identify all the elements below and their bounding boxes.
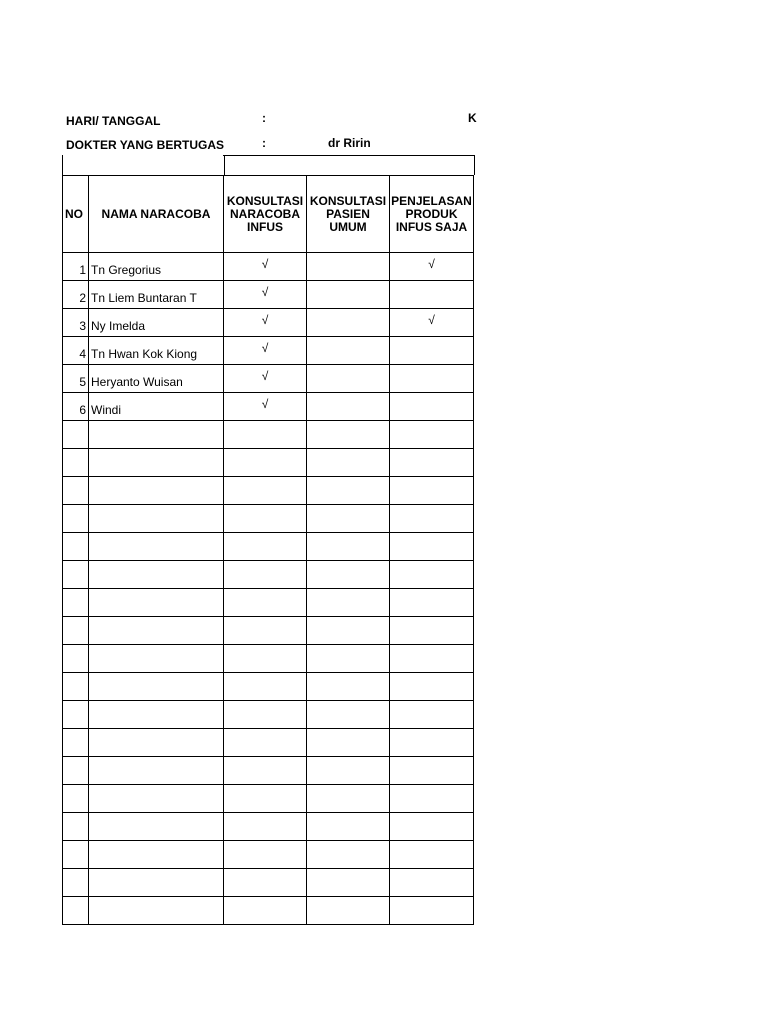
row-no[interactable] [63, 589, 89, 617]
row-konsultasi-pasien[interactable] [307, 533, 390, 561]
row-konsultasi-pasien[interactable] [307, 393, 390, 421]
row-konsultasi-pasien[interactable] [307, 337, 390, 365]
row-konsultasi-naracoba[interactable] [224, 785, 307, 813]
row-name[interactable] [89, 785, 224, 813]
row-penjelasan-produk[interactable] [390, 897, 474, 925]
row-no[interactable] [63, 533, 89, 561]
table-row [63, 785, 474, 813]
row-name[interactable] [89, 477, 224, 505]
hari-tanggal-label: HARI/ TANGGAL [66, 114, 161, 128]
table-row [63, 673, 474, 701]
row-name[interactable] [89, 533, 224, 561]
row-konsultasi-pasien[interactable] [307, 673, 390, 701]
row-penjelasan-produk[interactable] [390, 701, 474, 729]
row-name[interactable] [89, 589, 224, 617]
col-header-nama: NAMA NARACOBA [89, 176, 224, 253]
table-row [63, 365, 474, 393]
row-penjelasan-produk[interactable] [390, 393, 474, 421]
dokter-label: DOKTER YANG BERTUGAS [66, 138, 225, 152]
row-no[interactable] [63, 421, 89, 449]
table-header-row [63, 176, 474, 253]
row-name[interactable] [89, 897, 224, 925]
table-right-edge [474, 155, 475, 175]
table-top-divider [223, 155, 474, 156]
row-konsultasi-naracoba[interactable]: √ [224, 393, 307, 421]
row-no[interactable] [63, 505, 89, 533]
row-penjelasan-produk[interactable]: √ [390, 309, 474, 337]
row-penjelasan-produk[interactable] [390, 841, 474, 869]
table-row [63, 309, 474, 337]
row-konsultasi-pasien[interactable] [307, 645, 390, 673]
col-header-konsultasi-pasien: KONSULTASI PASIEN UMUM [307, 176, 390, 253]
table-row [63, 869, 474, 897]
table-row [63, 505, 474, 533]
row-konsultasi-pasien[interactable] [307, 477, 390, 505]
table-row [63, 253, 474, 281]
row-name[interactable] [89, 729, 224, 757]
table-row [63, 617, 474, 645]
row-no[interactable] [63, 757, 89, 785]
row-name[interactable]: Tn Liem Buntaran T [89, 281, 224, 309]
row-konsultasi-naracoba[interactable] [224, 841, 307, 869]
row-konsultasi-pasien[interactable] [307, 253, 390, 281]
row-penjelasan-produk[interactable] [390, 617, 474, 645]
row-konsultasi-pasien[interactable] [307, 449, 390, 477]
row-no[interactable] [63, 841, 89, 869]
row-konsultasi-pasien[interactable] [307, 589, 390, 617]
row-konsultasi-pasien[interactable] [307, 813, 390, 841]
row-konsultasi-pasien[interactable] [307, 701, 390, 729]
row-konsultasi-pasien[interactable] [307, 281, 390, 309]
row-no[interactable] [63, 617, 89, 645]
table-row [63, 533, 474, 561]
row-no[interactable]: 3 [63, 309, 89, 337]
table-row [63, 645, 474, 673]
row-konsultasi-naracoba[interactable] [224, 813, 307, 841]
row-penjelasan-produk[interactable] [390, 785, 474, 813]
row-no[interactable]: 1 [63, 253, 89, 281]
row-konsultasi-naracoba[interactable] [224, 505, 307, 533]
table-row [63, 757, 474, 785]
table-row [63, 449, 474, 477]
table-row [63, 729, 474, 757]
table-row [63, 281, 474, 309]
row-konsultasi-pasien[interactable] [307, 309, 390, 337]
row-name[interactable] [89, 869, 224, 897]
row-penjelasan-produk[interactable] [390, 869, 474, 897]
row-penjelasan-produk[interactable] [390, 477, 474, 505]
row-no[interactable]: 4 [63, 337, 89, 365]
row-no[interactable] [63, 869, 89, 897]
col-header-no: NO [63, 176, 89, 253]
row-name[interactable]: Tn Hwan Kok Kiong [89, 337, 224, 365]
row-konsultasi-naracoba[interactable] [224, 757, 307, 785]
row-konsultasi-naracoba[interactable] [224, 533, 307, 561]
row-name[interactable]: Ny Imelda [89, 309, 224, 337]
dokter-colon: : [262, 136, 266, 150]
naracoba-table [62, 175, 474, 925]
row-name[interactable] [89, 813, 224, 841]
row-konsultasi-pasien[interactable] [307, 869, 390, 897]
row-no[interactable] [63, 897, 89, 925]
row-name[interactable] [89, 617, 224, 645]
row-name[interactable] [89, 505, 224, 533]
table-row [63, 421, 474, 449]
row-penjelasan-produk[interactable] [390, 281, 474, 309]
row-no[interactable]: 6 [63, 393, 89, 421]
row-no[interactable] [63, 701, 89, 729]
row-penjelasan-produk[interactable] [390, 449, 474, 477]
row-no[interactable] [63, 561, 89, 589]
row-name[interactable] [89, 645, 224, 673]
row-penjelasan-produk[interactable] [390, 673, 474, 701]
row-no[interactable] [63, 673, 89, 701]
row-konsultasi-naracoba[interactable] [224, 449, 307, 477]
row-name[interactable] [89, 841, 224, 869]
row-penjelasan-produk[interactable] [390, 645, 474, 673]
row-konsultasi-naracoba[interactable]: √ [224, 337, 307, 365]
row-name[interactable] [89, 449, 224, 477]
row-konsultasi-pasien[interactable] [307, 421, 390, 449]
row-konsultasi-naracoba[interactable] [224, 645, 307, 673]
row-konsultasi-pasien[interactable] [307, 757, 390, 785]
row-konsultasi-naracoba[interactable] [224, 869, 307, 897]
row-name[interactable]: Heryanto Wuisan [89, 365, 224, 393]
row-konsultasi-naracoba[interactable]: √ [224, 281, 307, 309]
table-row [63, 589, 474, 617]
row-penjelasan-produk[interactable] [390, 561, 474, 589]
row-konsultasi-pasien[interactable] [307, 561, 390, 589]
row-konsultasi-naracoba[interactable] [224, 673, 307, 701]
row-name[interactable]: Tn Gregorius [89, 253, 224, 281]
row-no[interactable] [63, 813, 89, 841]
row-konsultasi-naracoba[interactable]: √ [224, 365, 307, 393]
row-konsultasi-naracoba[interactable] [224, 589, 307, 617]
row-konsultasi-naracoba[interactable] [224, 617, 307, 645]
row-penjelasan-produk[interactable] [390, 365, 474, 393]
row-no[interactable]: 5 [63, 365, 89, 393]
row-no[interactable] [63, 449, 89, 477]
row-konsultasi-pasien[interactable] [307, 365, 390, 393]
table-row [63, 337, 474, 365]
row-konsultasi-pasien[interactable] [307, 505, 390, 533]
row-penjelasan-produk[interactable]: √ [390, 253, 474, 281]
row-name[interactable] [89, 561, 224, 589]
row-konsultasi-pasien[interactable] [307, 785, 390, 813]
col-header-konsultasi-naracoba: KONSULTASI NARACOBA INFUS [224, 176, 307, 253]
row-konsultasi-naracoba[interactable] [224, 421, 307, 449]
row-penjelasan-produk[interactable] [390, 533, 474, 561]
row-penjelasan-produk[interactable] [390, 337, 474, 365]
row-penjelasan-produk[interactable] [390, 757, 474, 785]
row-name[interactable] [89, 701, 224, 729]
row-konsultasi-pasien[interactable] [307, 897, 390, 925]
row-name[interactable] [89, 757, 224, 785]
row-no[interactable] [63, 729, 89, 757]
row-no[interactable] [63, 477, 89, 505]
row-penjelasan-produk[interactable] [390, 813, 474, 841]
table-header-spacer [62, 155, 225, 175]
row-name[interactable]: Windi [89, 393, 224, 421]
row-no[interactable] [63, 785, 89, 813]
table-row [63, 701, 474, 729]
table-row [63, 393, 474, 421]
row-no[interactable] [63, 645, 89, 673]
row-konsultasi-naracoba[interactable] [224, 477, 307, 505]
row-konsultasi-naracoba[interactable] [224, 729, 307, 757]
table-row [63, 561, 474, 589]
col-header-penjelasan-produk: PENJELASAN PRODUK INFUS SAJA [390, 176, 474, 253]
row-konsultasi-pasien[interactable] [307, 617, 390, 645]
table-row [63, 813, 474, 841]
row-konsultasi-naracoba[interactable]: √ [224, 309, 307, 337]
row-konsultasi-pasien[interactable] [307, 841, 390, 869]
row-konsultasi-naracoba[interactable] [224, 897, 307, 925]
table-row [63, 897, 474, 925]
dokter-value[interactable]: dr Ririn [328, 136, 371, 150]
row-name[interactable] [89, 673, 224, 701]
row-konsultasi-naracoba[interactable] [224, 561, 307, 589]
row-penjelasan-produk[interactable] [390, 421, 474, 449]
row-konsultasi-pasien[interactable] [307, 729, 390, 757]
hari-tanggal-colon: : [262, 111, 266, 125]
row-konsultasi-naracoba[interactable]: √ [224, 253, 307, 281]
row-penjelasan-produk[interactable] [390, 729, 474, 757]
row-no[interactable]: 2 [63, 281, 89, 309]
table-row [63, 841, 474, 869]
table-row [63, 477, 474, 505]
row-penjelasan-produk[interactable] [390, 505, 474, 533]
row-name[interactable] [89, 421, 224, 449]
row-konsultasi-naracoba[interactable] [224, 701, 307, 729]
row-penjelasan-produk[interactable] [390, 589, 474, 617]
cut-off-header-letter: K [468, 111, 477, 125]
